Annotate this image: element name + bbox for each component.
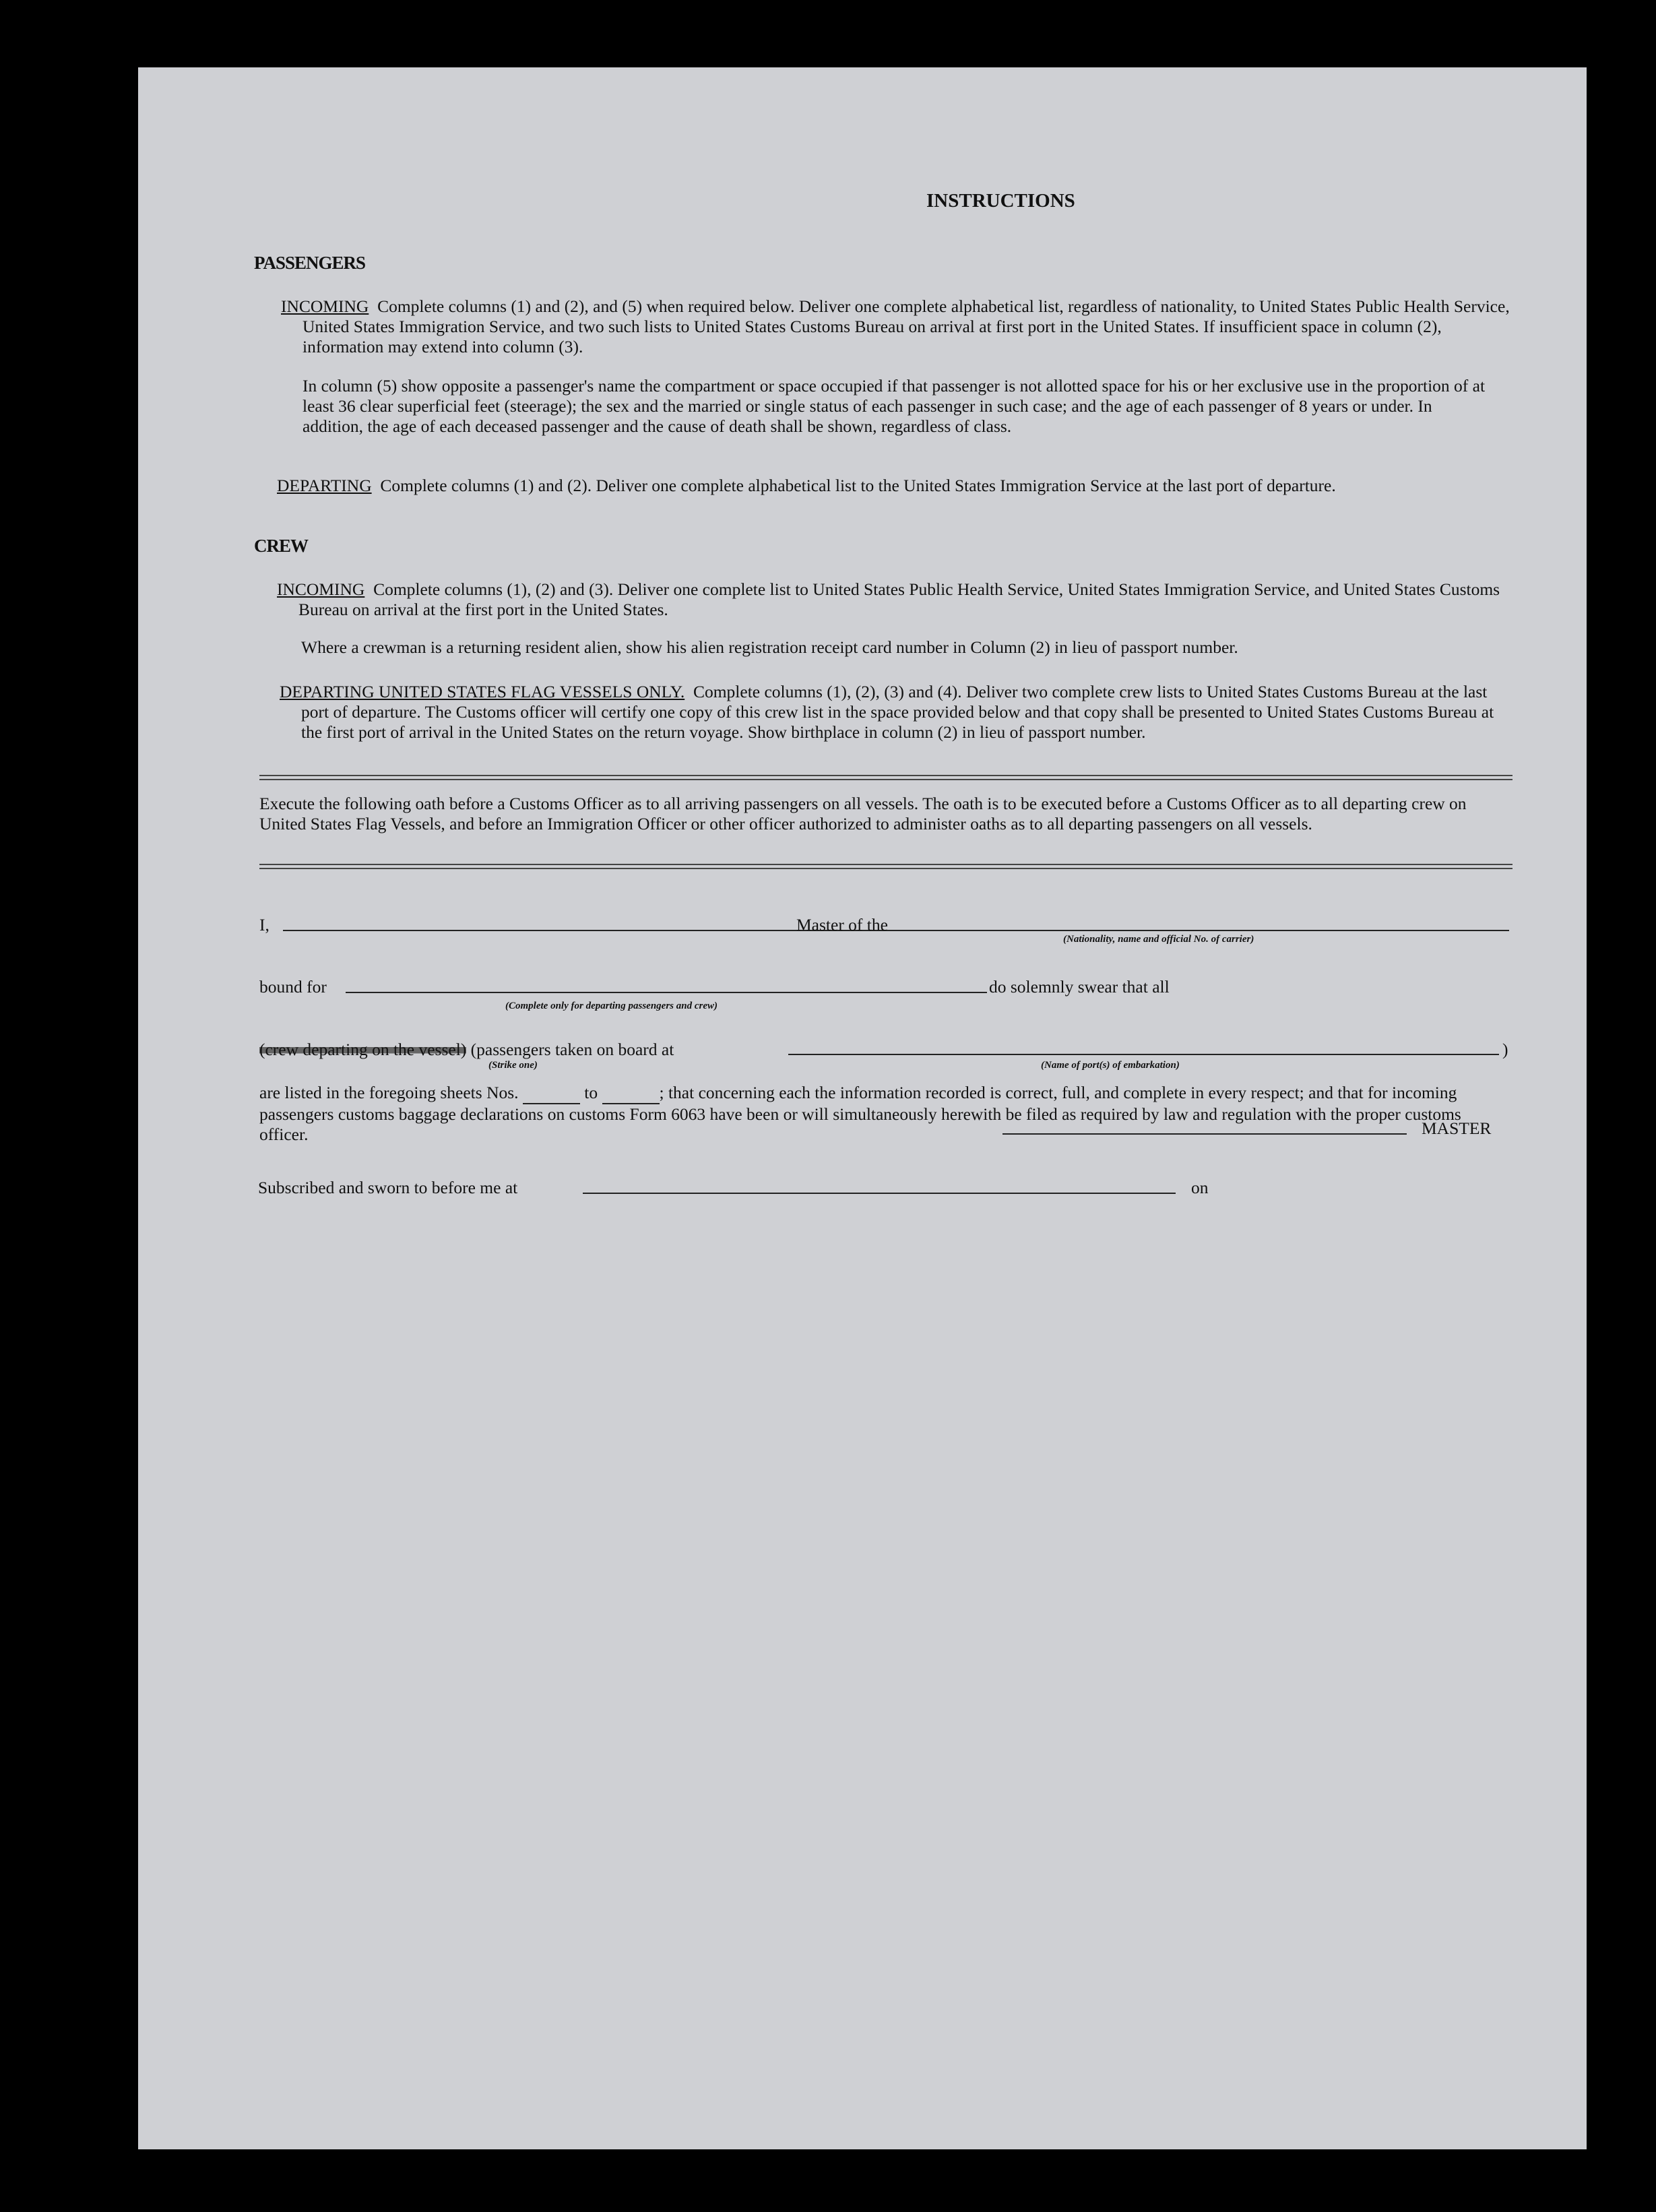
oath-listed-paragraph <box>259 1083 1509 1145</box>
passengers-column5-paragraph: In column (5) show opposite a passenger's name the compartment or space occupied if that passenger is not allotted space for his or her exclusive use in the proportion of at least 36 clear superficial feet (steerage); the sex and the married or single status of each passenger in such case; and the age of each passenger of 8 years or under. In addition, the age of each deceased passenger and the cause of death shall be shown, regardless of class. <box>302 376 1486 436</box>
listed-text-a: are listed in the foregoing sheets Nos. <box>259 1083 519 1102</box>
crew-departing-label: DEPARTING UNITED STATES FLAG VESSELS ONLY. <box>280 682 685 701</box>
sworn-at-field[interactable] <box>583 1193 1176 1194</box>
sheet-from-field[interactable] <box>523 1083 580 1104</box>
crew-incoming-paragraph <box>277 579 1515 620</box>
section-divider <box>259 775 1512 780</box>
passengers-incoming-label: INCOMING <box>281 296 369 316</box>
sworn-on-label: on <box>1191 1178 1209 1197</box>
bound-caption: (Complete only for departing passengers and crew) <box>505 1001 718 1011</box>
strike-caption: (Strike one) <box>488 1060 538 1071</box>
bound-for-label: bound for <box>259 977 327 997</box>
listed-to: to <box>584 1083 598 1102</box>
form-page <box>138 67 1587 2149</box>
master-label: MASTER <box>1422 1118 1492 1138</box>
passengers-taken-option[interactable]: (passengers taken on board at <box>470 1040 674 1059</box>
solemnly-swear-label: do solemnly swear that all <box>989 977 1170 997</box>
passengers-heading: PASSENGERS <box>254 253 366 273</box>
crew-departing-option[interactable]: (crew departing on the vessel) <box>259 1040 467 1059</box>
passengers-departing-text: Complete columns (1) and (2). Deliver one complete alphabetical list to the United States Immigration Service at the last port of departure. <box>380 476 1336 495</box>
section-divider <box>259 864 1512 869</box>
crew-departing-paragraph <box>280 682 1515 742</box>
sheet-to-field[interactable] <box>602 1083 660 1104</box>
passengers-incoming-paragraph <box>281 296 1515 357</box>
crew-incoming-label: INCOMING <box>277 579 365 599</box>
passengers-departing-label: DEPARTING <box>277 476 372 495</box>
subscribed-label: Subscribed and sworn to before me at <box>258 1178 518 1197</box>
embarkation-port-field[interactable] <box>788 1054 1499 1055</box>
crew-heading: CREW <box>254 536 309 556</box>
master-signature-field[interactable] <box>1002 1133 1407 1135</box>
crew-alien-paragraph: Where a crewman is a returning resident alien, show his alien registration receipt card number in Column (2) in lieu of passport number. <box>301 637 1238 657</box>
carrier-field[interactable] <box>916 930 1509 931</box>
port-caption: (Name of port(s) of embarkation) <box>1041 1060 1180 1071</box>
oath-strike-line <box>259 1040 674 1060</box>
master-of-label: Master of the <box>796 915 888 935</box>
passengers-incoming-text: Complete columns (1) and (2), and (5) when required below. Deliver one complete alphabetical list, regardless of nationality, to United States Public Health Service, United States Immigration Service, and two such lists to United States Customs Bureau on arrival at first port in the United States. If insufficient space in column (2), information may extend into column (3). <box>302 296 1510 356</box>
close-paren: ) <box>1502 1040 1508 1059</box>
listed-text-b: ; that concerning each the information recorded is correct, full, and complete in every respect; and that for incoming passengers customs baggage declarations on customs Form 6063 have been or will simultaneously herewith be filed as required by law and regulation with the proper customs officer. <box>259 1083 1461 1144</box>
passengers-departing-paragraph <box>277 476 1515 496</box>
crew-incoming-text: Complete columns (1), (2) and (3). Deliver one complete list to United States Public Health Service, United States Immigration Service, and United States Customs Bureau on arrival at the first port in the United States. <box>298 579 1500 619</box>
page-title: INSTRUCTIONS <box>926 190 1075 212</box>
carrier-caption: (Nationality, name and official No. of carrier) <box>1063 934 1254 945</box>
oath-intro: Execute the following oath before a Customs Officer as to all arriving passengers on all vessels. The oath is to be executed before a Customs Officer as to all departing crew on United States Flag Vessels, and before an Immigration Officer or other officer authorized to administer oaths as to all departing passengers on all vessels. <box>259 794 1467 833</box>
bound-for-field[interactable] <box>346 992 987 993</box>
oath-i-label: I, <box>259 915 269 935</box>
crew-departing-text: Complete columns (1), (2), (3) and (4). Deliver two complete crew lists to United States Customs Bureau at the last port of departure. The Customs officer will certify one copy of this crew list in the space provided below and that copy shall be presented to United States Customs Bureau at the first port of arrival in the United States on the return voyage. Show birthplace in column (2) in lieu of passport number. <box>301 682 1494 742</box>
